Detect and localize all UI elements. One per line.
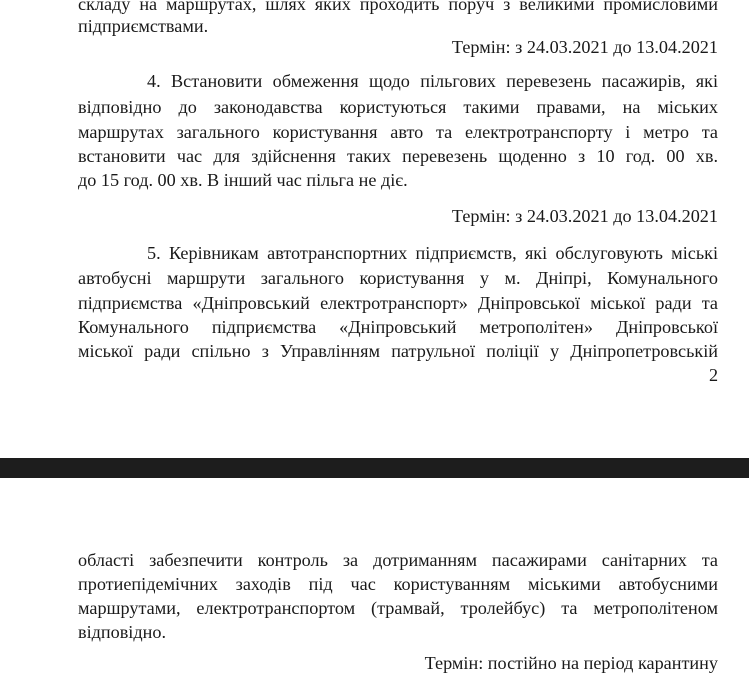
item5-cont-line-1: області забезпечити контроль за дотриманням пасажирами санітарних та xyxy=(78,550,718,570)
item5-line-4: Комунального підприємства «Дніпровський метрополітен» Дніпровської xyxy=(78,317,718,337)
page-separator xyxy=(0,458,749,479)
item4-line-1: 4. Встановити обмеження щодо пільгових перевезень пасажирів, які xyxy=(147,71,718,91)
final-deadline: Термін: постійно на період карантину xyxy=(424,653,718,673)
item5-line-1: 5. Керівникам автотранспортних підприємств, які обслуговують міські xyxy=(147,243,718,263)
item4-line-4: встановити час для здійснення таких перевезень щоденно з 10 год. 00 хв. xyxy=(78,146,718,166)
prev-item-line-1: складу на маршрутах, шлях яких проходить поруч з великими промисловими xyxy=(78,0,718,14)
item5-line-2: автобусні маршрути загального користування у м. Дніпрі, Комунального xyxy=(78,268,718,288)
prev-item-line-2: підприємствами. xyxy=(78,16,209,36)
item5-cont-line-3: маршрутами, електротранспортом (трамвай, тролейбус) та метрополітеном xyxy=(78,598,718,618)
prev-item-deadline: Термін: з 24.03.2021 до 13.04.2021 xyxy=(451,37,718,57)
document-page-bottom xyxy=(0,478,749,675)
item5-line-5: міської ради спільно з Управлінням патрульної поліції у Дніпропетровській xyxy=(78,341,718,361)
item4-line-2: відповідно до законодавства користуються такими правами, на міських xyxy=(78,97,718,117)
item5-cont-line-4: відповідно. xyxy=(78,622,166,642)
item4-line-5: до 15 год. 00 хв. В інший час пільга не діє. xyxy=(78,170,408,190)
item4-deadline: Термін: з 24.03.2021 до 13.04.2021 xyxy=(451,206,718,226)
item5-cont-line-2: протиепідемічних заходів під час користуванням міськими автобусними xyxy=(78,574,718,594)
page-number: 2 xyxy=(709,365,719,385)
item4-line-3: маршрутах загального користування авто та електротранспорту і метро та xyxy=(78,122,718,142)
item5-line-3: підприємства «Дніпровський електротранспорт» Дніпровської міської ради та xyxy=(78,293,718,313)
